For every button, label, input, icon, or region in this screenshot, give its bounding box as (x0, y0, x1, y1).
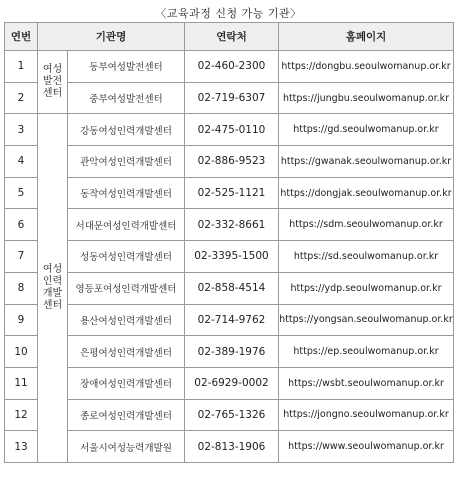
phone-number: 02-332-8661 (185, 209, 279, 241)
group-label-line: 인력 (42, 276, 63, 288)
homepage-url: https://jongno.seoulwomanup.or.kr (279, 399, 454, 431)
homepage-url: https://yongsan.seoulwomanup.or.kr (279, 304, 454, 336)
homepage-url: https://sdm.seoulwomanup.or.kr (279, 209, 454, 241)
row-number: 5 (5, 177, 38, 209)
row-number: 9 (5, 304, 38, 336)
group-label-line: 발전 (42, 76, 63, 88)
homepage-url: https://www.seoulwomanup.or.kr (279, 431, 454, 463)
table-row (5, 82, 454, 114)
center-name: 장애여성인력개발센터 (68, 367, 185, 399)
table-row (5, 336, 454, 368)
homepage-url: https://wsbt.seoulwomanup.or.kr (279, 367, 454, 399)
center-name: 용산여성인력개발센터 (68, 304, 185, 336)
phone-number: 02-475-0110 (185, 114, 279, 146)
table-row (5, 304, 454, 336)
table-row (5, 399, 454, 431)
homepage-url: https://ep.seoulwomanup.or.kr (279, 336, 454, 368)
table-row (5, 114, 454, 146)
row-number: 3 (5, 114, 38, 146)
homepage-url: https://sd.seoulwomanup.or.kr (279, 241, 454, 273)
row-number: 2 (5, 82, 38, 114)
center-name: 종로여성인력개발센터 (68, 399, 185, 431)
homepage-url: https://jungbu.seoulwomanup.or.kr (279, 82, 454, 114)
table-row (5, 177, 454, 209)
phone-number: 02-525-1121 (185, 177, 279, 209)
table-header-row (5, 23, 454, 51)
center-name: 동부여성발전센터 (68, 51, 185, 83)
group-label-development (38, 51, 68, 114)
row-number: 10 (5, 336, 38, 368)
table-row (5, 367, 454, 399)
phone-number: 02-765-1326 (185, 399, 279, 431)
phone-number: 02-719-6307 (185, 82, 279, 114)
header-org: 기관명 (38, 23, 185, 51)
homepage-url: https://dongjak.seoulwomanup.or.kr (279, 177, 454, 209)
institution-table (4, 22, 454, 463)
row-number: 4 (5, 146, 38, 178)
phone-number: 02-3395-1500 (185, 241, 279, 273)
row-number: 7 (5, 241, 38, 273)
row-number: 8 (5, 272, 38, 304)
header-no: 연번 (5, 23, 38, 51)
center-name: 서대문여성인력개발센터 (68, 209, 185, 241)
center-name: 중부여성발전센터 (68, 82, 185, 114)
row-number: 6 (5, 209, 38, 241)
group-label-line: 여성 (42, 64, 63, 76)
homepage-url: https://dongbu.seoulwomanup.or.kr (279, 51, 454, 83)
homepage-url: https://gd.seoulwomanup.or.kr (279, 114, 454, 146)
center-name: 동작여성인력개발센터 (68, 177, 185, 209)
table-row (5, 51, 454, 83)
row-number: 12 (5, 399, 38, 431)
table-row (5, 431, 454, 463)
center-name: 관악여성인력개발센터 (68, 146, 185, 178)
group-label-line: 여성 (42, 264, 63, 276)
center-name: 영등포여성인력개발센터 (68, 272, 185, 304)
phone-number: 02-6929-0002 (185, 367, 279, 399)
homepage-url: https://ydp.seoulwomanup.or.kr (279, 272, 454, 304)
header-homepage: 홈페이지 (279, 23, 454, 51)
phone-number: 02-460-2300 (185, 51, 279, 83)
table-row (5, 146, 454, 178)
homepage-url: https://gwanak.seoulwomanup.or.kr (279, 146, 454, 178)
table-row (5, 272, 454, 304)
center-name: 성동여성인력개발센터 (68, 241, 185, 273)
center-name: 은평여성인력개발센터 (68, 336, 185, 368)
group-label-line: 개발 (42, 288, 63, 300)
phone-number: 02-886-9523 (185, 146, 279, 178)
group-label-line: 센터 (42, 300, 63, 312)
group-label-line: 센터 (42, 88, 63, 100)
phone-number: 02-389-1976 (185, 336, 279, 368)
center-name: 서울시여성능력개발원 (68, 431, 185, 463)
center-name: 강동여성인력개발센터 (68, 114, 185, 146)
table-row (5, 209, 454, 241)
group-label-workforce (38, 114, 68, 463)
table-row (5, 241, 454, 273)
row-number: 1 (5, 51, 38, 83)
phone-number: 02-858-4514 (185, 272, 279, 304)
header-contact: 연락처 (185, 23, 279, 51)
phone-number: 02-714-9762 (185, 304, 279, 336)
row-number: 13 (5, 431, 38, 463)
phone-number: 02-813-1906 (185, 431, 279, 463)
row-number: 11 (5, 367, 38, 399)
table-caption: 〈교육과정 신청 가능 기관〉 (155, 7, 302, 20)
